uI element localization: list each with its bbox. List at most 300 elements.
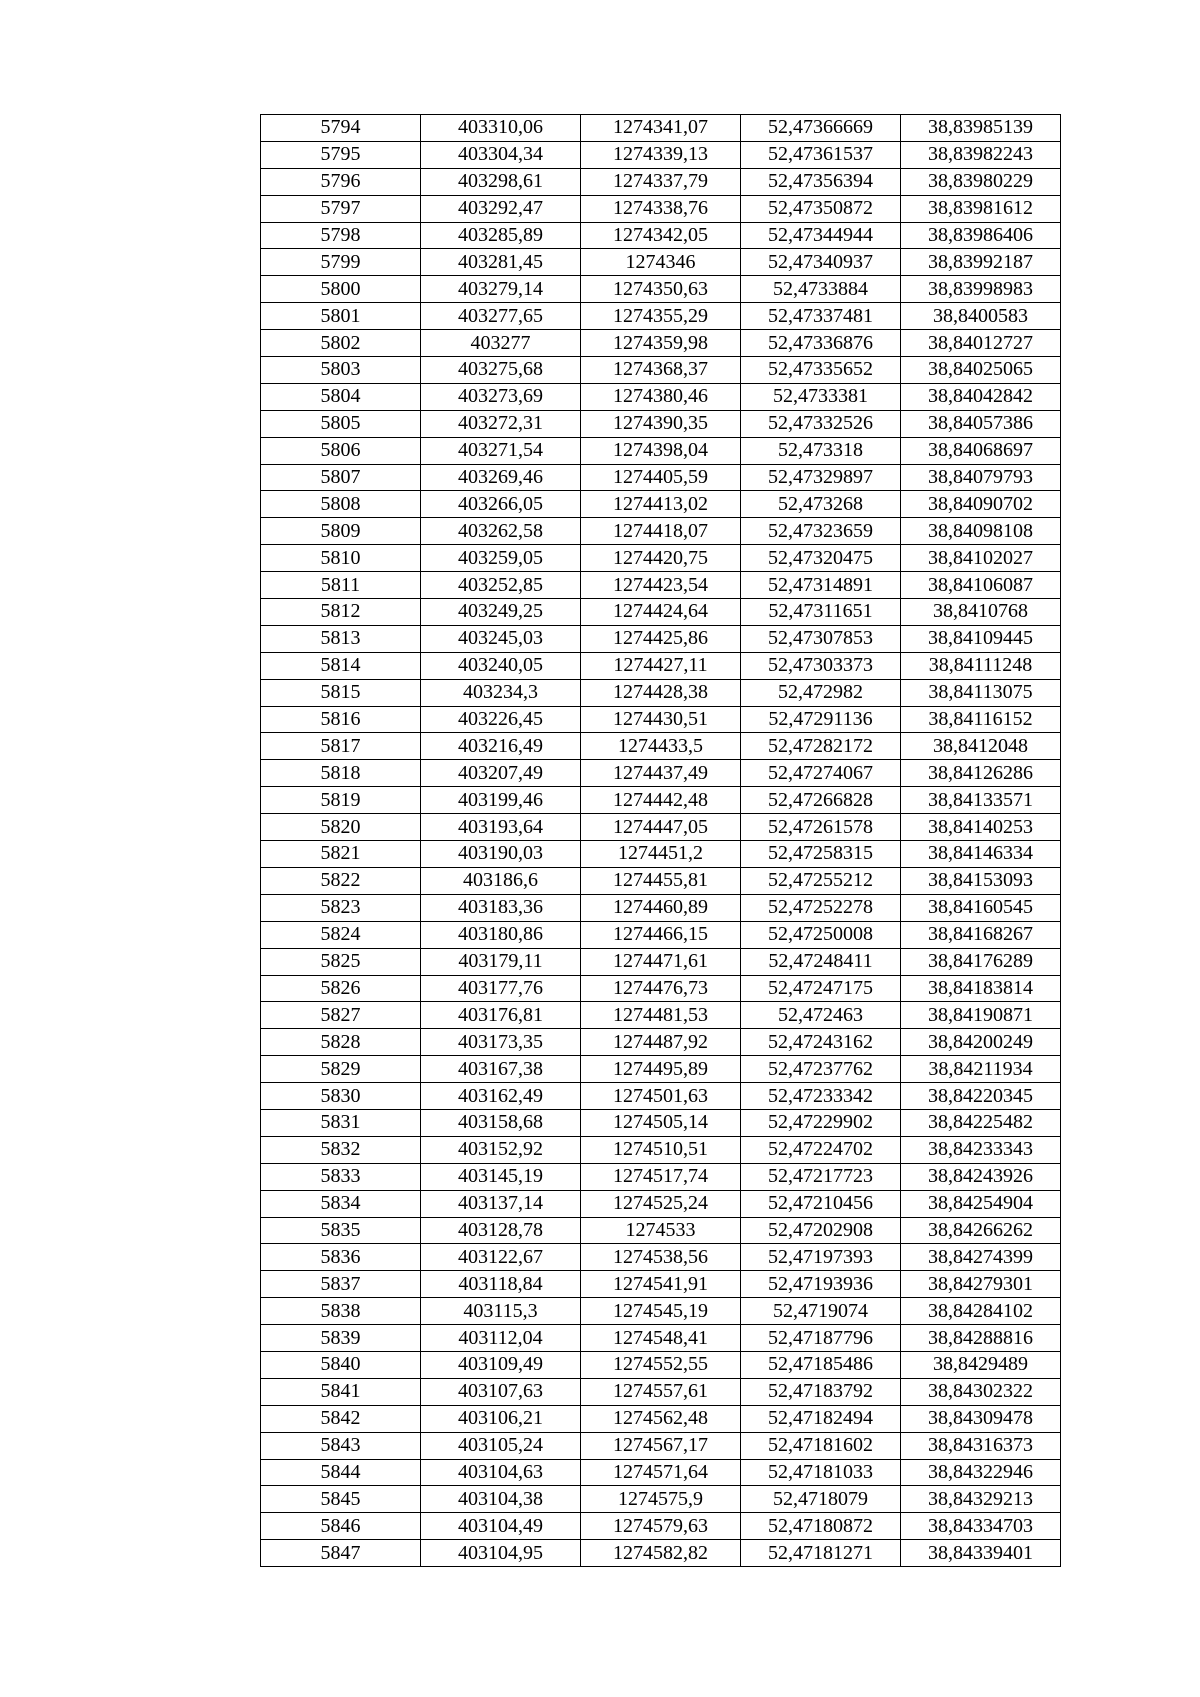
point-number-cell: 5821 [261,841,421,868]
latitude-cell: 52,47247175 [741,975,901,1002]
latitude-cell: 52,47303373 [741,652,901,679]
table-row [261,303,1061,330]
point-number-cell: 5834 [261,1190,421,1217]
x-coordinate-cell: 403277,65 [421,303,581,330]
x-coordinate-cell: 403158,68 [421,1109,581,1136]
point-number-cell: 5803 [261,357,421,384]
longitude-cell: 38,84334703 [901,1513,1061,1540]
longitude-cell: 38,84116152 [901,706,1061,733]
latitude-cell: 52,47337481 [741,303,901,330]
point-number-cell: 5846 [261,1513,421,1540]
x-coordinate-cell: 403281,45 [421,249,581,276]
y-coordinate-cell: 1274380,46 [581,383,741,410]
y-coordinate-cell: 1274427,11 [581,652,741,679]
table-row [261,1540,1061,1567]
x-coordinate-cell: 403162,49 [421,1083,581,1110]
y-coordinate-cell: 1274413,02 [581,491,741,518]
point-number-cell: 5799 [261,249,421,276]
x-coordinate-cell: 403285,89 [421,222,581,249]
latitude-cell: 52,4733884 [741,276,901,303]
point-number-cell: 5838 [261,1298,421,1325]
y-coordinate-cell: 1274398,04 [581,437,741,464]
point-number-cell: 5818 [261,760,421,787]
point-number-cell: 5841 [261,1378,421,1405]
latitude-cell: 52,4733381 [741,383,901,410]
point-number-cell: 5812 [261,599,421,626]
y-coordinate-cell: 1274451,2 [581,841,741,868]
table-row [261,733,1061,760]
table-row [261,1459,1061,1486]
x-coordinate-cell: 403279,14 [421,276,581,303]
x-coordinate-cell: 403176,81 [421,1002,581,1029]
longitude-cell: 38,84133571 [901,787,1061,814]
table-row [261,1378,1061,1405]
latitude-cell: 52,47217723 [741,1163,901,1190]
table-row [261,276,1061,303]
point-number-cell: 5794 [261,115,421,142]
x-coordinate-cell: 403269,46 [421,464,581,491]
y-coordinate-cell: 1274425,86 [581,625,741,652]
x-coordinate-cell: 403271,54 [421,437,581,464]
y-coordinate-cell: 1274405,59 [581,464,741,491]
longitude-cell: 38,84329213 [901,1486,1061,1513]
x-coordinate-cell: 403109,49 [421,1351,581,1378]
table-row [261,1217,1061,1244]
point-number-cell: 5832 [261,1136,421,1163]
longitude-cell: 38,84176289 [901,948,1061,975]
latitude-cell: 52,473318 [741,437,901,464]
longitude-cell: 38,84012727 [901,330,1061,357]
longitude-cell: 38,84090702 [901,491,1061,518]
longitude-cell: 38,84042842 [901,383,1061,410]
point-number-cell: 5828 [261,1029,421,1056]
x-coordinate-cell: 403128,78 [421,1217,581,1244]
y-coordinate-cell: 1274368,37 [581,357,741,384]
x-coordinate-cell: 403262,58 [421,518,581,545]
table-row [261,760,1061,787]
y-coordinate-cell: 1274359,98 [581,330,741,357]
table-row [261,706,1061,733]
latitude-cell: 52,47258315 [741,841,901,868]
point-number-cell: 5813 [261,625,421,652]
x-coordinate-cell: 403105,24 [421,1432,581,1459]
y-coordinate-cell: 1274423,54 [581,572,741,599]
table-row [261,141,1061,168]
point-number-cell: 5829 [261,1056,421,1083]
point-number-cell: 5807 [261,464,421,491]
longitude-cell: 38,84183814 [901,975,1061,1002]
x-coordinate-cell: 403304,34 [421,141,581,168]
point-number-cell: 5833 [261,1163,421,1190]
table-row [261,841,1061,868]
y-coordinate-cell: 1274424,64 [581,599,741,626]
table-row [261,948,1061,975]
latitude-cell: 52,47329897 [741,464,901,491]
table-row [261,1056,1061,1083]
point-number-cell: 5845 [261,1486,421,1513]
table-row [261,787,1061,814]
x-coordinate-cell: 403173,35 [421,1029,581,1056]
y-coordinate-cell: 1274337,79 [581,168,741,195]
x-coordinate-cell: 403193,64 [421,814,581,841]
latitude-cell: 52,472463 [741,1002,901,1029]
longitude-cell: 38,84233343 [901,1136,1061,1163]
point-number-cell: 5798 [261,222,421,249]
table-row [261,599,1061,626]
table-row [261,195,1061,222]
latitude-cell: 52,47320475 [741,545,901,572]
latitude-cell: 52,47323659 [741,518,901,545]
x-coordinate-cell: 403115,3 [421,1298,581,1325]
latitude-cell: 52,47233342 [741,1083,901,1110]
x-coordinate-cell: 403104,63 [421,1459,581,1486]
longitude-cell: 38,8400583 [901,303,1061,330]
y-coordinate-cell: 1274538,56 [581,1244,741,1271]
point-number-cell: 5837 [261,1271,421,1298]
y-coordinate-cell: 1274442,48 [581,787,741,814]
point-number-cell: 5814 [261,652,421,679]
y-coordinate-cell: 1274339,13 [581,141,741,168]
latitude-cell: 52,4719074 [741,1298,901,1325]
y-coordinate-cell: 1274418,07 [581,518,741,545]
longitude-cell: 38,84339401 [901,1540,1061,1567]
x-coordinate-cell: 403298,61 [421,168,581,195]
longitude-cell: 38,84279301 [901,1271,1061,1298]
y-coordinate-cell: 1274557,61 [581,1378,741,1405]
x-coordinate-cell: 403245,03 [421,625,581,652]
y-coordinate-cell: 1274548,41 [581,1325,741,1352]
longitude-cell: 38,84140253 [901,814,1061,841]
point-number-cell: 5816 [261,706,421,733]
table-row [261,1351,1061,1378]
x-coordinate-cell: 403137,14 [421,1190,581,1217]
x-coordinate-cell: 403167,38 [421,1056,581,1083]
latitude-cell: 52,47366669 [741,115,901,142]
point-number-cell: 5795 [261,141,421,168]
latitude-cell: 52,47311651 [741,599,901,626]
y-coordinate-cell: 1274390,35 [581,410,741,437]
table-row [261,1136,1061,1163]
table-row [261,491,1061,518]
y-coordinate-cell: 1274430,51 [581,706,741,733]
point-number-cell: 5836 [261,1244,421,1271]
point-number-cell: 5839 [261,1325,421,1352]
table-row [261,168,1061,195]
latitude-cell: 52,47183792 [741,1378,901,1405]
y-coordinate-cell: 1274562,48 [581,1405,741,1432]
latitude-cell: 52,47243162 [741,1029,901,1056]
x-coordinate-cell: 403190,03 [421,841,581,868]
y-coordinate-cell: 1274582,82 [581,1540,741,1567]
point-number-cell: 5800 [261,276,421,303]
table-row [261,652,1061,679]
table-row [261,1405,1061,1432]
longitude-cell: 38,83981612 [901,195,1061,222]
longitude-cell: 38,83980229 [901,168,1061,195]
y-coordinate-cell: 1274517,74 [581,1163,741,1190]
y-coordinate-cell: 1274481,53 [581,1002,741,1029]
point-number-cell: 5817 [261,733,421,760]
y-coordinate-cell: 1274575,9 [581,1486,741,1513]
table-row [261,1513,1061,1540]
latitude-cell: 52,47274067 [741,760,901,787]
y-coordinate-cell: 1274433,5 [581,733,741,760]
latitude-cell: 52,47291136 [741,706,901,733]
table-row [261,572,1061,599]
table-row [261,1029,1061,1056]
latitude-cell: 52,4718079 [741,1486,901,1513]
x-coordinate-cell: 403275,68 [421,357,581,384]
table-row [261,1325,1061,1352]
table-row [261,1298,1061,1325]
point-number-cell: 5820 [261,814,421,841]
longitude-cell: 38,84098108 [901,518,1061,545]
latitude-cell: 52,47350872 [741,195,901,222]
longitude-cell: 38,84057386 [901,410,1061,437]
point-number-cell: 5835 [261,1217,421,1244]
latitude-cell: 52,47181602 [741,1432,901,1459]
table-row [261,1163,1061,1190]
latitude-cell: 52,47210456 [741,1190,901,1217]
longitude-cell: 38,84322946 [901,1459,1061,1486]
longitude-cell: 38,84243926 [901,1163,1061,1190]
point-number-cell: 5810 [261,545,421,572]
latitude-cell: 52,47224702 [741,1136,901,1163]
latitude-cell: 52,47336876 [741,330,901,357]
longitude-cell: 38,84190871 [901,1002,1061,1029]
point-number-cell: 5844 [261,1459,421,1486]
longitude-cell: 38,83985139 [901,115,1061,142]
x-coordinate-cell: 403199,46 [421,787,581,814]
latitude-cell: 52,47248411 [741,948,901,975]
point-number-cell: 5827 [261,1002,421,1029]
table-row [261,464,1061,491]
point-number-cell: 5808 [261,491,421,518]
table-row [261,867,1061,894]
table-row [261,814,1061,841]
x-coordinate-cell: 403226,45 [421,706,581,733]
point-number-cell: 5831 [261,1109,421,1136]
latitude-cell: 52,47182494 [741,1405,901,1432]
longitude-cell: 38,84266262 [901,1217,1061,1244]
x-coordinate-cell: 403272,31 [421,410,581,437]
longitude-cell: 38,84309478 [901,1405,1061,1432]
x-coordinate-cell: 403183,36 [421,894,581,921]
longitude-cell: 38,84254904 [901,1190,1061,1217]
coordinates-table [260,114,1061,1567]
x-coordinate-cell: 403273,69 [421,383,581,410]
table-body [261,115,1061,1567]
table-row [261,249,1061,276]
latitude-cell: 52,473268 [741,491,901,518]
longitude-cell: 38,83986406 [901,222,1061,249]
latitude-cell: 52,47193936 [741,1271,901,1298]
table-row [261,1271,1061,1298]
table-row [261,518,1061,545]
y-coordinate-cell: 1274510,51 [581,1136,741,1163]
table-row [261,975,1061,1002]
table-row [261,222,1061,249]
table-row [261,625,1061,652]
longitude-cell: 38,84025065 [901,357,1061,384]
x-coordinate-cell: 403310,06 [421,115,581,142]
point-number-cell: 5847 [261,1540,421,1567]
x-coordinate-cell: 403177,76 [421,975,581,1002]
latitude-cell: 52,47344944 [741,222,901,249]
x-coordinate-cell: 403112,04 [421,1325,581,1352]
y-coordinate-cell: 1274346 [581,249,741,276]
x-coordinate-cell: 403104,49 [421,1513,581,1540]
y-coordinate-cell: 1274545,19 [581,1298,741,1325]
longitude-cell: 38,84126286 [901,760,1061,787]
table-row [261,357,1061,384]
y-coordinate-cell: 1274533 [581,1217,741,1244]
table-row [261,410,1061,437]
y-coordinate-cell: 1274476,73 [581,975,741,1002]
table-row [261,1244,1061,1271]
y-coordinate-cell: 1274437,49 [581,760,741,787]
table-row [261,383,1061,410]
longitude-cell: 38,84200249 [901,1029,1061,1056]
y-coordinate-cell: 1274471,61 [581,948,741,975]
point-number-cell: 5806 [261,437,421,464]
x-coordinate-cell: 403152,92 [421,1136,581,1163]
point-number-cell: 5796 [261,168,421,195]
longitude-cell: 38,84079793 [901,464,1061,491]
x-coordinate-cell: 403216,49 [421,733,581,760]
point-number-cell: 5815 [261,679,421,706]
latitude-cell: 52,47250008 [741,921,901,948]
y-coordinate-cell: 1274455,81 [581,867,741,894]
latitude-cell: 52,47229902 [741,1109,901,1136]
x-coordinate-cell: 403107,63 [421,1378,581,1405]
point-number-cell: 5811 [261,572,421,599]
table-row [261,545,1061,572]
latitude-cell: 52,47335652 [741,357,901,384]
longitude-cell: 38,84146334 [901,841,1061,868]
longitude-cell: 38,84220345 [901,1083,1061,1110]
longitude-cell: 38,83998983 [901,276,1061,303]
longitude-cell: 38,84109445 [901,625,1061,652]
longitude-cell: 38,84284102 [901,1298,1061,1325]
x-coordinate-cell: 403106,21 [421,1405,581,1432]
point-number-cell: 5824 [261,921,421,948]
x-coordinate-cell: 403234,3 [421,679,581,706]
y-coordinate-cell: 1274541,91 [581,1271,741,1298]
longitude-cell: 38,84168267 [901,921,1061,948]
y-coordinate-cell: 1274525,24 [581,1190,741,1217]
longitude-cell: 38,84102027 [901,545,1061,572]
table-row [261,1486,1061,1513]
longitude-cell: 38,84211934 [901,1056,1061,1083]
longitude-cell: 38,84111248 [901,652,1061,679]
point-number-cell: 5804 [261,383,421,410]
y-coordinate-cell: 1274495,89 [581,1056,741,1083]
x-coordinate-cell: 403266,05 [421,491,581,518]
table-row [261,437,1061,464]
longitude-cell: 38,84068697 [901,437,1061,464]
x-coordinate-cell: 403122,67 [421,1244,581,1271]
longitude-cell: 38,84316373 [901,1432,1061,1459]
longitude-cell: 38,84225482 [901,1109,1061,1136]
point-number-cell: 5822 [261,867,421,894]
table-row [261,1002,1061,1029]
point-number-cell: 5830 [261,1083,421,1110]
longitude-cell: 38,84288816 [901,1325,1061,1352]
point-number-cell: 5797 [261,195,421,222]
latitude-cell: 52,47356394 [741,168,901,195]
y-coordinate-cell: 1274355,29 [581,303,741,330]
y-coordinate-cell: 1274460,89 [581,894,741,921]
y-coordinate-cell: 1274447,05 [581,814,741,841]
x-coordinate-cell: 403292,47 [421,195,581,222]
x-coordinate-cell: 403249,25 [421,599,581,626]
longitude-cell: 38,8429489 [901,1351,1061,1378]
y-coordinate-cell: 1274505,14 [581,1109,741,1136]
table-row [261,1190,1061,1217]
point-number-cell: 5826 [261,975,421,1002]
y-coordinate-cell: 1274579,63 [581,1513,741,1540]
longitude-cell: 38,8410768 [901,599,1061,626]
latitude-cell: 52,47332526 [741,410,901,437]
x-coordinate-cell: 403118,84 [421,1271,581,1298]
point-number-cell: 5840 [261,1351,421,1378]
latitude-cell: 52,47266828 [741,787,901,814]
longitude-cell: 38,84302322 [901,1378,1061,1405]
y-coordinate-cell: 1274567,17 [581,1432,741,1459]
latitude-cell: 52,47181033 [741,1459,901,1486]
point-number-cell: 5825 [261,948,421,975]
latitude-cell: 52,47307853 [741,625,901,652]
x-coordinate-cell: 403179,11 [421,948,581,975]
point-number-cell: 5842 [261,1405,421,1432]
longitude-cell: 38,84153093 [901,867,1061,894]
latitude-cell: 52,472982 [741,679,901,706]
latitude-cell: 52,47202908 [741,1217,901,1244]
table-row [261,679,1061,706]
table-row [261,1432,1061,1459]
table-row [261,894,1061,921]
y-coordinate-cell: 1274420,75 [581,545,741,572]
table-row [261,115,1061,142]
x-coordinate-cell: 403252,85 [421,572,581,599]
x-coordinate-cell: 403240,05 [421,652,581,679]
y-coordinate-cell: 1274552,55 [581,1351,741,1378]
y-coordinate-cell: 1274466,15 [581,921,741,948]
longitude-cell: 38,84274399 [901,1244,1061,1271]
y-coordinate-cell: 1274341,07 [581,115,741,142]
latitude-cell: 52,47361537 [741,141,901,168]
table-row [261,330,1061,357]
table-row [261,921,1061,948]
x-coordinate-cell: 403180,86 [421,921,581,948]
point-number-cell: 5843 [261,1432,421,1459]
x-coordinate-cell: 403186,6 [421,867,581,894]
point-number-cell: 5801 [261,303,421,330]
table-row [261,1109,1061,1136]
point-number-cell: 5802 [261,330,421,357]
latitude-cell: 52,47237762 [741,1056,901,1083]
latitude-cell: 52,47255212 [741,867,901,894]
table-row [261,1083,1061,1110]
y-coordinate-cell: 1274350,63 [581,276,741,303]
longitude-cell: 38,83982243 [901,141,1061,168]
latitude-cell: 52,47282172 [741,733,901,760]
x-coordinate-cell: 403259,05 [421,545,581,572]
latitude-cell: 52,47340937 [741,249,901,276]
latitude-cell: 52,47185486 [741,1351,901,1378]
x-coordinate-cell: 403104,38 [421,1486,581,1513]
